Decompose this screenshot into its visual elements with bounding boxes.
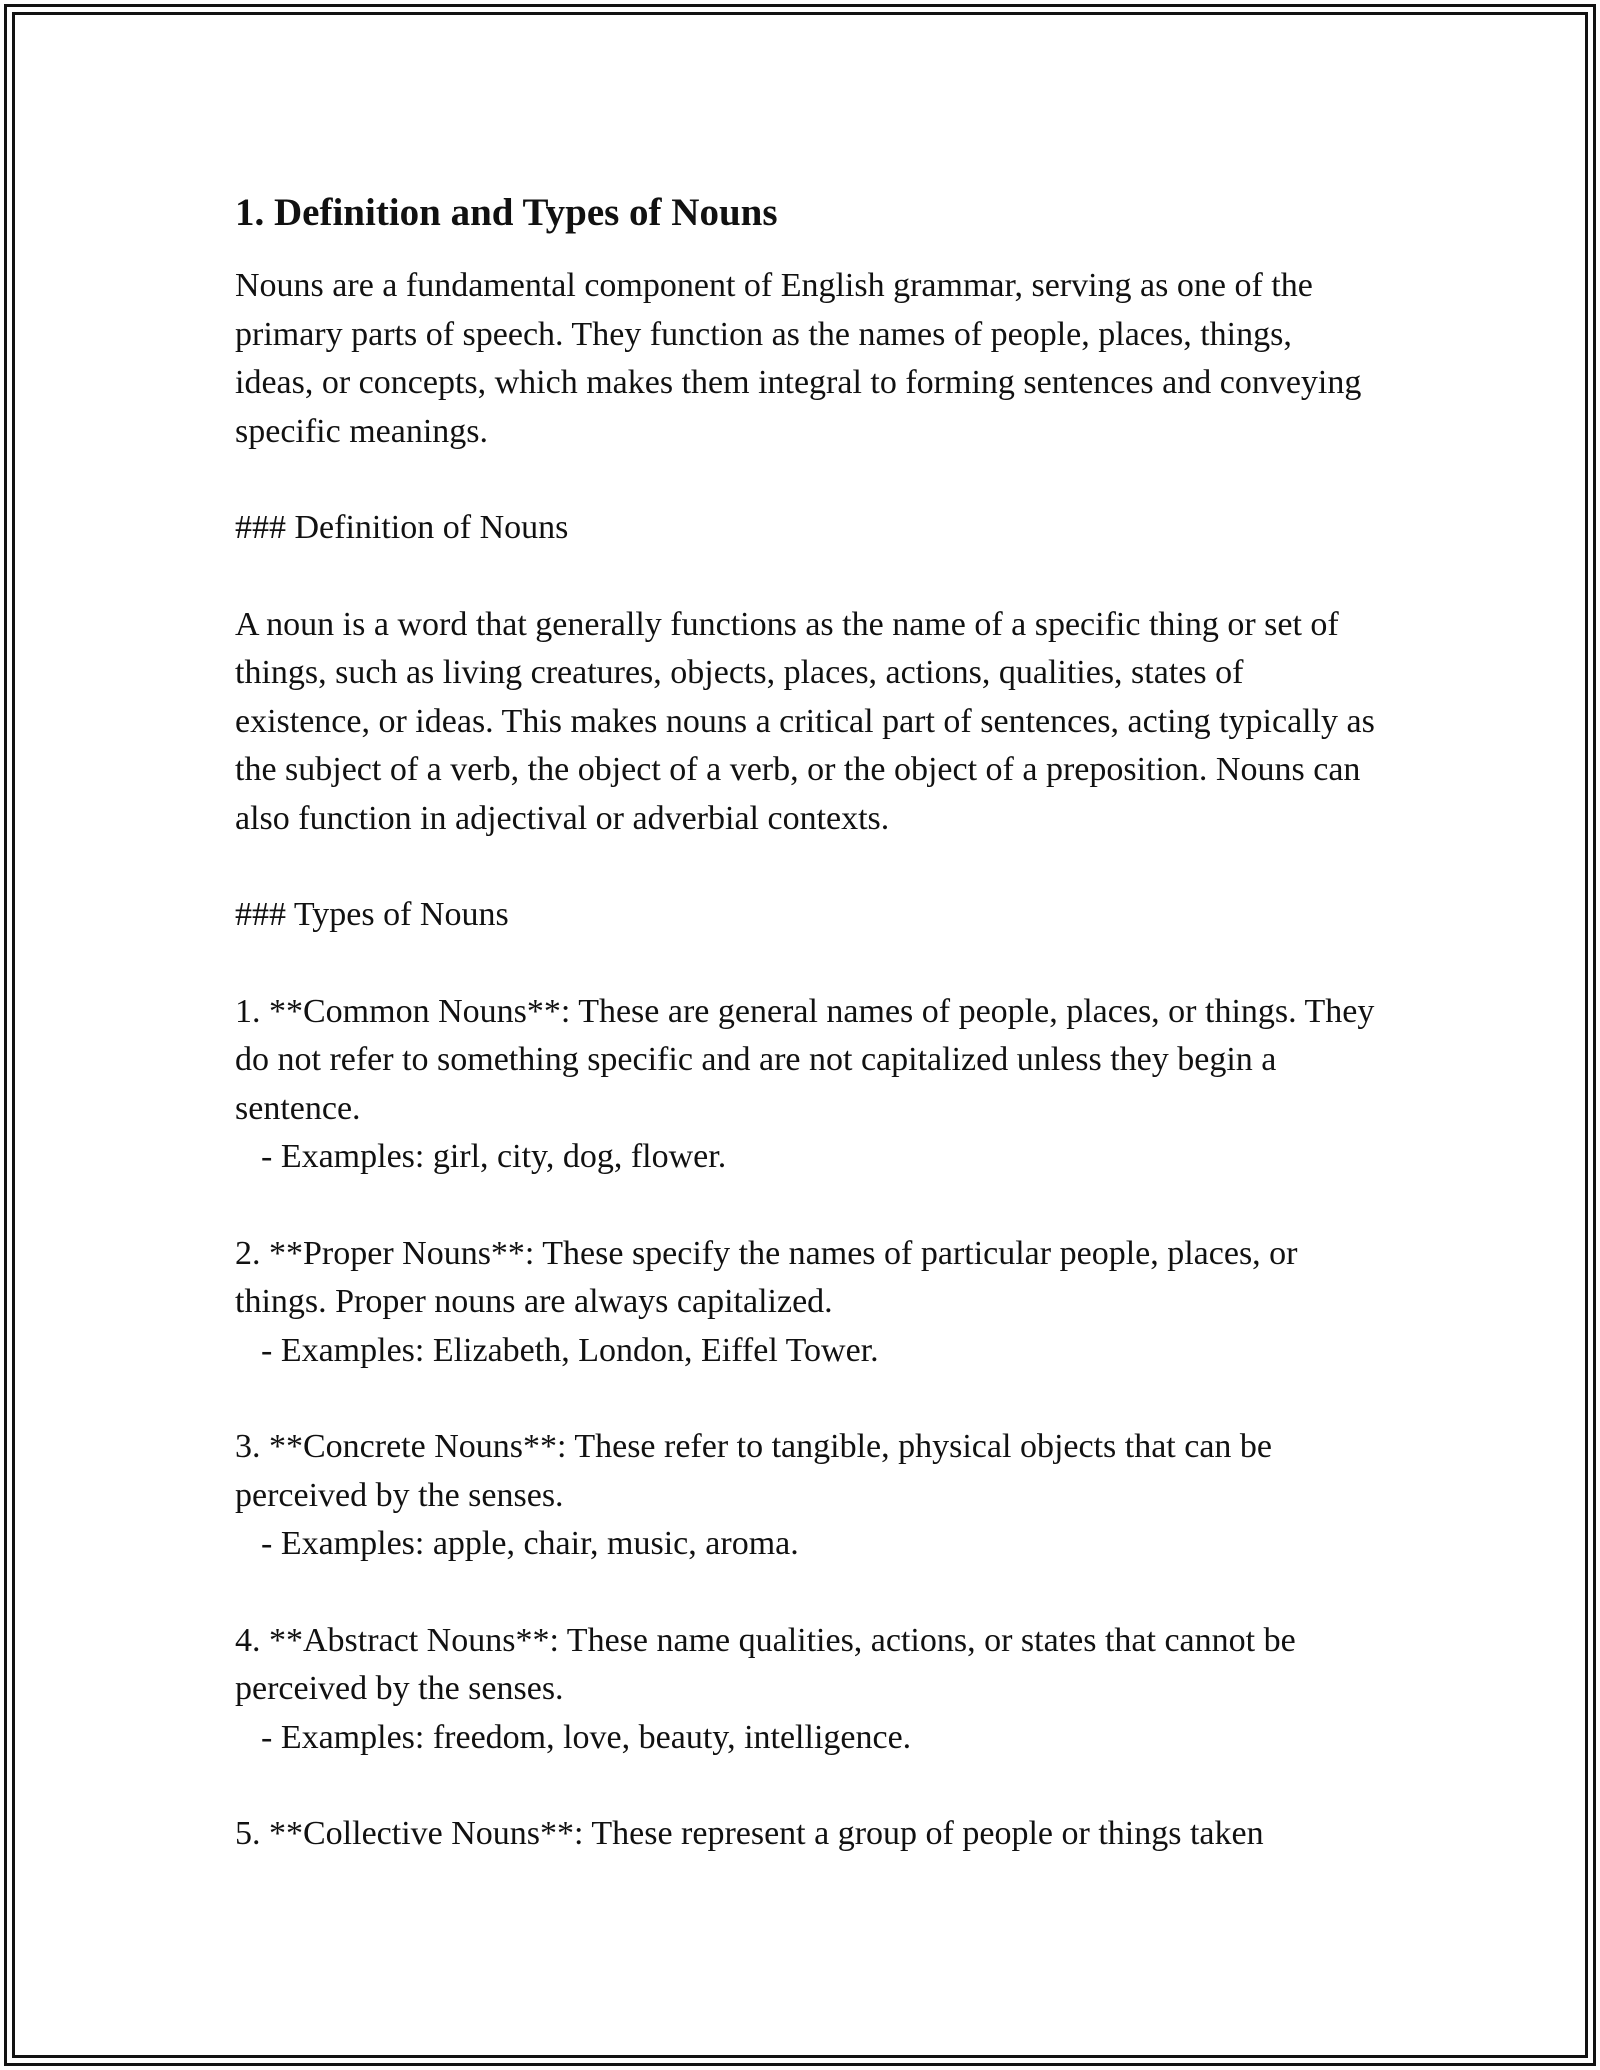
type-examples: - Examples: freedom, love, beauty, intelligence. bbox=[261, 1718, 912, 1756]
type-description: 1. **Common Nouns**: These are general names of people, places, or things. They do not refer to something specific and are not capitalized unless they begin a sentence. bbox=[235, 992, 1375, 1127]
document-title: 1. Definition and Types of Nouns bbox=[235, 191, 778, 234]
type-examples: - Examples: Elizabeth, London, Eiffel Tower. bbox=[261, 1331, 879, 1369]
type-item-concrete bbox=[235, 1423, 1375, 1569]
definition-heading: ### Definition of Nouns bbox=[235, 509, 569, 546]
type-item-collective bbox=[235, 1810, 1375, 1859]
type-item-common bbox=[235, 988, 1375, 1182]
type-examples: - Examples: apple, chair, music, aroma. bbox=[261, 1525, 799, 1562]
type-item-abstract bbox=[235, 1617, 1375, 1763]
types-heading: ### Types of Nouns bbox=[235, 896, 509, 933]
type-item-proper bbox=[235, 1230, 1375, 1376]
type-description: 4. **Abstract Nouns**: These name qualities, actions, or states that cannot be perceived by the senses. bbox=[235, 1621, 1296, 1707]
type-examples: - Examples: girl, city, dog, flower. bbox=[261, 1138, 727, 1175]
intro-paragraph: Nouns are a fundamental component of English grammar, serving as one of the primary parts of speech. They function as the names of people, places, things, ideas, or concepts, which makes them integral to forming sentences and conveying specific meanings. bbox=[235, 267, 1362, 450]
type-description: 2. **Proper Nouns**: These specify the names of particular people, places, or things. Proper nouns are always capitalized. bbox=[235, 1234, 1298, 1320]
type-description: 5. **Collective Nouns**: These represent a group of people or things taken bbox=[235, 1815, 1264, 1852]
document-body bbox=[235, 186, 1375, 1907]
definition-paragraph: A noun is a word that generally functions as the name of a specific thing or set of things, such as living creatures, objects, places, actions, qualities, states of existence, or ideas. This makes nouns a critical part of sentences, acting typically as the subject of a verb, the object of a verb, or the object of a preposition. Nouns can also function in adjectival or adverbial contexts. bbox=[235, 605, 1375, 837]
type-description: 3. **Concrete Nouns**: These refer to tangible, physical objects that can be perceived by the senses. bbox=[235, 1428, 1272, 1514]
